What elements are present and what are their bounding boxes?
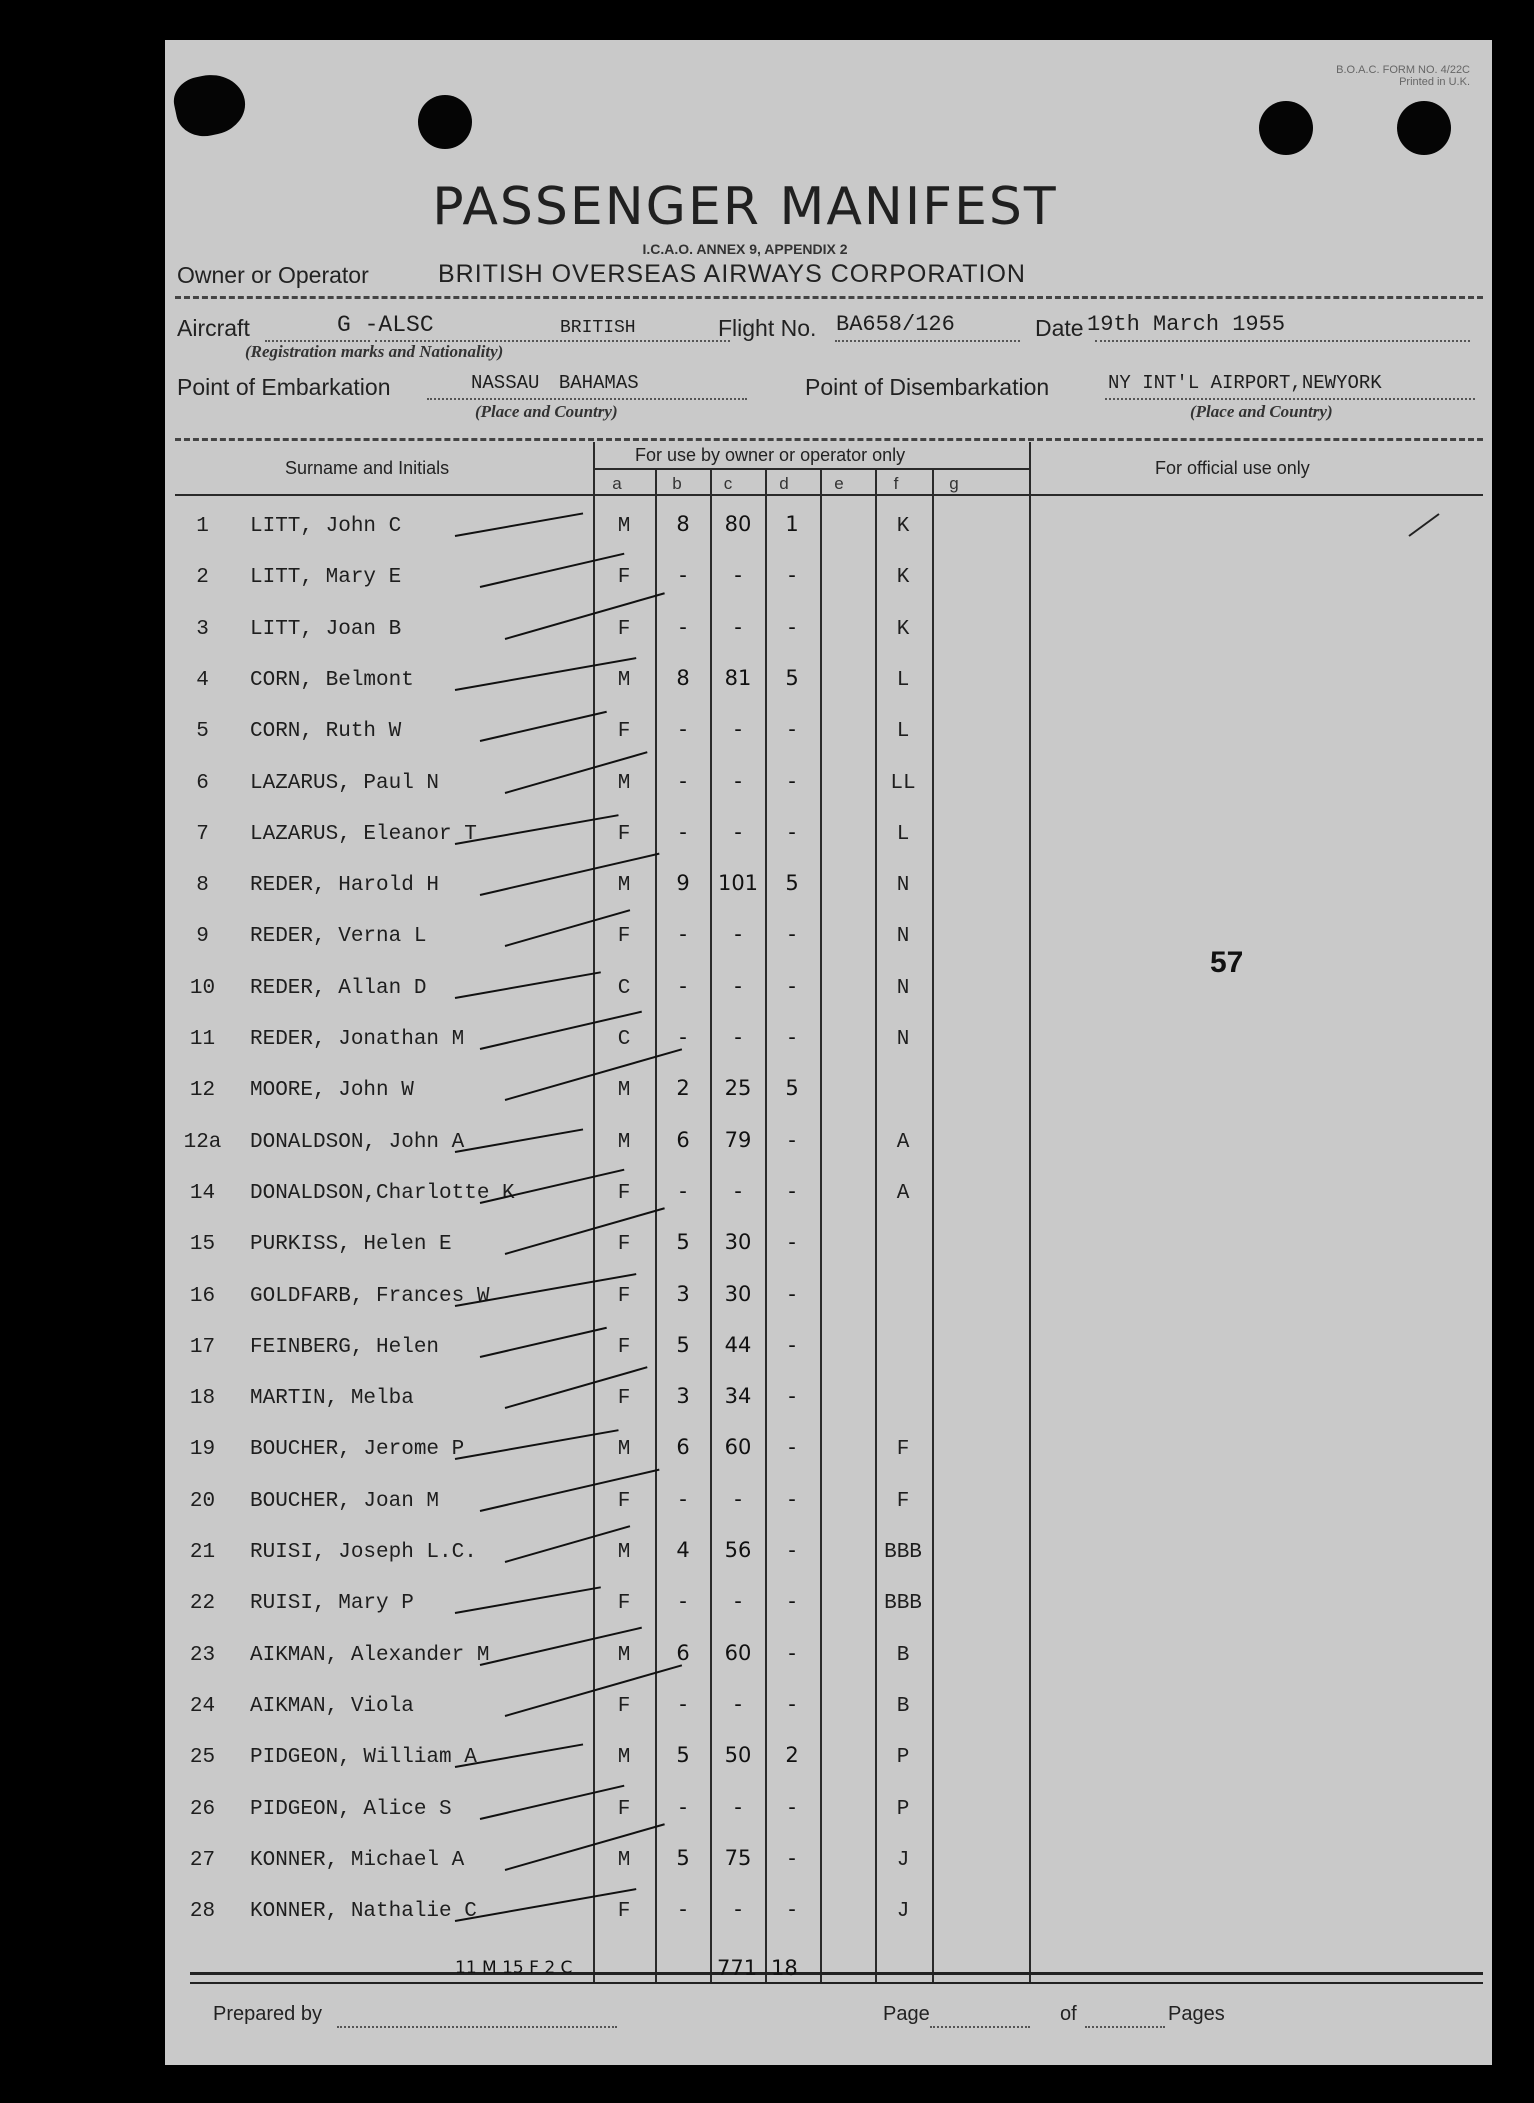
cell-a: M <box>617 1541 631 1564</box>
cell-a: C <box>617 1028 631 1051</box>
cell-c: 56 <box>724 1538 752 1562</box>
cell-b: 5 <box>676 1332 690 1357</box>
page-subtitle: I.C.A.O. ANNEX 9, APPENDIX 2 <box>642 241 848 257</box>
row-number: 22 <box>189 1592 216 1616</box>
cell-a: M <box>617 1643 631 1667</box>
cell-c: - <box>734 922 742 947</box>
table-row <box>165 1486 1492 1541</box>
row-number: 12 <box>189 1079 216 1103</box>
cell-f: K <box>896 515 910 538</box>
cell-c: - <box>734 819 742 844</box>
cell-b: 4 <box>676 1538 690 1562</box>
cell-f: A <box>896 1130 910 1154</box>
passenger-name: DONALDSON,Charlotte K <box>250 1181 515 1205</box>
manifest-sheet <box>165 40 1492 2065</box>
cell-f: L <box>896 822 910 846</box>
row-number: 10 <box>189 976 216 1000</box>
cell-b: - <box>679 922 687 947</box>
cell-d: - <box>788 1589 796 1614</box>
embarkation-label: Point of Embarkation <box>177 374 391 400</box>
passenger-name: MOORE, John W <box>250 1079 414 1103</box>
cell-c: 79 <box>724 1127 752 1152</box>
cell-f: P <box>896 1746 910 1770</box>
table-row <box>165 1384 1492 1438</box>
row-number: 4 <box>196 668 209 692</box>
official-tick-mark <box>1405 510 1445 540</box>
table-row <box>165 1230 1492 1284</box>
cell-f: J <box>896 1900 910 1924</box>
table-row <box>165 1538 1492 1592</box>
table-row <box>165 1435 1492 1489</box>
cell-b: 5 <box>676 1743 690 1768</box>
cell-f: L <box>896 668 910 692</box>
cell-d: 5 <box>785 1076 799 1101</box>
row-number: 24 <box>189 1694 216 1718</box>
cell-a: F <box>617 720 631 744</box>
cell-b: - <box>679 973 687 998</box>
prepared-by-label: Prepared by <box>213 2003 322 2025</box>
cell-c: 30 <box>724 1281 752 1306</box>
passenger-name: FEINBERG, Helen <box>250 1335 440 1359</box>
aircraft-caption: (Registration marks and Nationality) <box>245 342 504 361</box>
cell-b: - <box>679 1897 687 1922</box>
row-number: 1 <box>196 515 209 538</box>
date-value: 19th March 1955 <box>1087 312 1286 337</box>
table-row <box>165 819 1492 874</box>
embarkation-caption: (Place and Country) <box>475 402 618 421</box>
row-number: 20 <box>189 1489 216 1513</box>
row-number: 27 <box>189 1848 216 1872</box>
printed-in: Printed in U.K. <box>1399 76 1470 89</box>
table-row <box>165 1640 1492 1695</box>
page-label: Page <box>883 2003 930 2025</box>
cell-c: 75 <box>724 1845 752 1870</box>
cell-c: - <box>734 1178 742 1203</box>
official-use-header: For official use only <box>1155 458 1310 478</box>
column-letter-c: c <box>723 474 733 493</box>
cell-d: - <box>788 1127 796 1152</box>
table-row <box>165 665 1492 720</box>
cell-f: F <box>896 1438 910 1462</box>
pages-label: Pages <box>1168 2003 1225 2025</box>
aircraft-registration: G -ALSC <box>337 312 434 338</box>
of-label: of <box>1060 2003 1077 2025</box>
cell-f: B <box>896 1643 910 1667</box>
cell-b: - <box>679 1794 687 1819</box>
cell-a: F <box>617 1233 631 1257</box>
cell-d: 5 <box>785 665 799 690</box>
cell-a: C <box>617 976 631 1000</box>
aircraft-label: Aircraft <box>177 315 250 341</box>
cell-f: LL <box>890 771 916 795</box>
column-letter-d: d <box>779 474 789 493</box>
cell-d: - <box>788 563 796 588</box>
cell-d: - <box>788 1897 796 1922</box>
fill-line <box>1105 398 1475 400</box>
cell-f: N <box>896 874 910 898</box>
cell-a: F <box>617 1335 631 1359</box>
official-number: 57 <box>1210 946 1244 979</box>
fill-line <box>930 2026 1030 2028</box>
row-number: 21 <box>189 1541 216 1564</box>
row-number: 28 <box>189 1900 216 1924</box>
cell-d: - <box>788 1281 796 1306</box>
cell-d: - <box>788 1332 796 1357</box>
table-row <box>165 1743 1492 1797</box>
row-number: 8 <box>196 874 209 898</box>
cell-c: - <box>734 563 742 588</box>
passenger-name: LAZARUS, Paul N <box>250 771 440 795</box>
column-letter-e: e <box>834 474 844 493</box>
cell-d: 2 <box>785 1743 799 1768</box>
cell-d: - <box>788 1230 796 1255</box>
cell-a: F <box>617 822 631 846</box>
cell-a: F <box>617 617 631 641</box>
row-number: 14 <box>189 1181 216 1205</box>
table-row <box>165 1845 1492 1900</box>
passenger-name: BOUCHER, Joan M <box>250 1489 440 1513</box>
fill-line <box>835 340 1020 342</box>
header-divider <box>593 468 1029 470</box>
passenger-name: PIDGEON, William A <box>250 1746 477 1770</box>
cell-d: - <box>788 1794 796 1819</box>
passenger-name: REDER, Allan D <box>250 976 427 1000</box>
cell-f: N <box>896 1028 910 1051</box>
cell-b: 6 <box>676 1640 690 1665</box>
cell-c: - <box>734 1486 742 1511</box>
table-row <box>165 512 1492 566</box>
surname-header: Surname and Initials <box>285 458 450 478</box>
table-row <box>165 871 1492 925</box>
passenger-name: DONALDSON, John A <box>250 1130 465 1154</box>
table-row <box>165 1589 1492 1643</box>
cell-f: J <box>896 1848 910 1872</box>
cell-a: M <box>617 515 631 538</box>
cell-a: M <box>617 1079 631 1103</box>
table-row <box>165 1076 1492 1130</box>
cell-b: - <box>679 1589 687 1614</box>
row-number: 18 <box>189 1387 216 1411</box>
passenger-name: LITT, Mary E <box>250 566 402 590</box>
cell-a: F <box>617 566 631 590</box>
cell-a: M <box>617 874 631 898</box>
cell-c: 30 <box>724 1230 752 1255</box>
cell-c: - <box>734 1897 742 1922</box>
passenger-name: AIKMAN, Alexander M <box>250 1643 490 1667</box>
row-number: 3 <box>196 617 209 641</box>
embarkation-value: NASSAU BAHAMAS <box>471 372 639 394</box>
cell-b: - <box>679 768 687 793</box>
form-number: B.O.A.C. FORM NO. 4/22C <box>1336 64 1470 76</box>
cell-f: F <box>896 1489 910 1513</box>
cell-d: - <box>788 973 796 998</box>
cell-d: - <box>788 1538 796 1562</box>
cell-d: - <box>788 1640 796 1665</box>
cell-d: - <box>788 1384 796 1409</box>
cell-d: - <box>788 1845 796 1870</box>
punch-hole-torn <box>170 68 251 141</box>
disembarkation-value: NY INT'L AIRPORT,NEWYORK <box>1108 372 1382 394</box>
table-row <box>165 1281 1492 1336</box>
rule <box>175 438 1483 441</box>
owner-use-header: For use by owner or operator only <box>635 445 906 465</box>
pen-check-stroke <box>455 512 583 537</box>
column-letter-f: f <box>893 474 899 493</box>
cell-c: - <box>734 1589 742 1614</box>
cell-b: 3 <box>676 1384 690 1409</box>
row-number: 17 <box>189 1335 216 1359</box>
cell-b: 3 <box>676 1281 690 1306</box>
passenger-name: CORN, Ruth W <box>250 720 402 744</box>
column-letter-a: a <box>612 474 622 493</box>
cell-a: M <box>617 1130 631 1154</box>
cell-d: 1 <box>785 512 799 536</box>
table-row <box>165 1025 1492 1079</box>
disembarkation-caption: (Place and Country) <box>1190 402 1333 421</box>
passenger-name: PURKISS, Helen E <box>250 1233 452 1257</box>
form-number-block <box>1336 64 1470 88</box>
cell-c: - <box>734 717 742 742</box>
table-row <box>165 614 1492 669</box>
totals-column-c: 771 <box>717 1956 758 1980</box>
cell-c: 25 <box>724 1076 752 1101</box>
passenger-name: KONNER, Nathalie C <box>250 1900 477 1924</box>
punch-hole <box>1259 101 1313 155</box>
cell-b: - <box>679 717 687 742</box>
totals-passengers: 11 M 15 F 2 C <box>455 1958 573 1978</box>
cell-d: - <box>788 614 796 639</box>
cell-a: F <box>617 1900 631 1924</box>
cell-b: - <box>679 1691 687 1716</box>
row-number: 26 <box>189 1797 216 1821</box>
table-row <box>165 1794 1492 1849</box>
cell-b: 5 <box>676 1230 690 1255</box>
passenger-name: LAZARUS, Eleanor T <box>250 822 477 846</box>
cell-d: - <box>788 1178 796 1203</box>
table-row <box>165 563 1492 617</box>
cell-b: 6 <box>676 1435 690 1460</box>
cell-c: - <box>734 973 742 998</box>
cell-b: 2 <box>676 1076 690 1101</box>
passenger-name: GOLDFARB, Frances W <box>250 1284 490 1308</box>
row-number: 11 <box>189 1028 216 1051</box>
table-row <box>165 1897 1492 1951</box>
cell-c: 80 <box>724 512 752 536</box>
row-number: 19 <box>189 1438 216 1462</box>
cell-f: P <box>896 1797 910 1821</box>
flight-number-label: Flight No. <box>718 315 817 341</box>
punch-hole <box>1397 101 1451 155</box>
cell-d: 5 <box>785 871 799 896</box>
totals-column-d: 18 <box>771 1956 798 1980</box>
row-number: 23 <box>189 1643 216 1667</box>
cell-a: F <box>617 1284 631 1308</box>
cell-c: 81 <box>724 665 752 690</box>
table-row <box>165 1178 1492 1233</box>
row-number: 5 <box>196 720 209 744</box>
cell-c: 60 <box>724 1640 752 1665</box>
aircraft-nationality: BRITISH <box>560 318 636 338</box>
cell-c: - <box>734 614 742 639</box>
cell-d: - <box>788 1025 796 1049</box>
cell-b: 8 <box>676 665 690 690</box>
cell-d: - <box>788 717 796 742</box>
rule <box>175 296 1483 299</box>
cell-f: N <box>896 976 910 1000</box>
column-letter-b: b <box>672 474 682 493</box>
cell-a: M <box>617 1848 631 1872</box>
table-row <box>165 768 1492 823</box>
cell-c: - <box>734 1691 742 1716</box>
fill-line <box>1095 340 1470 342</box>
cell-a: M <box>617 771 631 795</box>
cell-a: F <box>617 925 631 949</box>
cell-b: - <box>679 614 687 639</box>
table-row <box>165 1127 1492 1182</box>
cell-c: - <box>734 1025 742 1049</box>
cell-f: N <box>896 925 910 949</box>
cell-c: 60 <box>724 1435 752 1460</box>
passenger-name: MARTIN, Melba <box>250 1387 414 1411</box>
cell-f: K <box>896 566 910 590</box>
row-number: 7 <box>196 822 209 846</box>
cell-a: F <box>617 1489 631 1513</box>
passenger-name: LITT, Joan B <box>250 617 402 641</box>
cell-d: - <box>788 768 796 793</box>
row-number: 16 <box>189 1284 216 1308</box>
cell-b: 5 <box>676 1845 690 1870</box>
cell-f: BBB <box>884 1592 922 1616</box>
cell-d: - <box>788 922 796 947</box>
date-label: Date <box>1035 315 1084 341</box>
owner-value: BRITISH OVERSEAS AIRWAYS CORPORATION <box>438 260 1026 288</box>
cell-f: BBB <box>884 1541 922 1564</box>
row-number: 15 <box>189 1233 216 1257</box>
cell-a: F <box>617 1181 631 1205</box>
cell-a: F <box>617 1797 631 1821</box>
cell-c: 34 <box>724 1384 752 1409</box>
punch-hole <box>418 95 472 149</box>
totals-rule <box>190 1972 1483 1975</box>
fill-line <box>427 398 747 400</box>
cell-c: 50 <box>724 1743 752 1768</box>
cell-b: 8 <box>676 512 690 536</box>
cell-a: F <box>617 1694 631 1718</box>
passenger-name: LITT, John C <box>250 515 402 538</box>
cell-a: F <box>617 1387 631 1411</box>
fill-line <box>1085 2026 1165 2028</box>
pen-check-stroke <box>455 1128 583 1153</box>
page-title: PASSENGER MANIFEST <box>432 177 1058 237</box>
cell-b: - <box>679 1486 687 1511</box>
cell-b: - <box>679 563 687 588</box>
cell-a: M <box>617 1746 631 1770</box>
table-row <box>165 973 1492 1028</box>
header-bottom-rule <box>175 494 1483 496</box>
passenger-name: REDER, Jonathan M <box>250 1028 465 1051</box>
row-number: 12a <box>183 1130 222 1154</box>
row-number: 25 <box>189 1746 216 1770</box>
passenger-name: REDER, Verna L <box>250 925 427 949</box>
passenger-name: RUISI, Joseph L.C. <box>250 1541 477 1564</box>
cell-a: M <box>617 1438 631 1462</box>
cell-f: A <box>896 1181 910 1205</box>
passenger-name: CORN, Belmont <box>250 668 414 692</box>
owner-label: Owner or Operator <box>177 262 369 288</box>
passenger-name: RUISI, Mary P <box>250 1592 414 1616</box>
column-letter-g: g <box>949 474 959 493</box>
disembarkation-label: Point of Disembarkation <box>805 374 1050 400</box>
passenger-name: KONNER, Michael A <box>250 1848 465 1872</box>
totals-bottom-rule <box>190 1982 1483 1984</box>
passenger-name: REDER, Harold H <box>250 874 440 898</box>
cell-f: L <box>896 720 910 744</box>
flight-number-value: BA658/126 <box>836 312 955 337</box>
cell-c: - <box>734 768 742 793</box>
passenger-name: PIDGEON, Alice S <box>250 1797 452 1821</box>
cell-d: - <box>788 1691 796 1716</box>
cell-b: - <box>679 1178 687 1203</box>
cell-c: 44 <box>724 1332 752 1357</box>
passenger-name: BOUCHER, Jerome P <box>250 1438 465 1462</box>
cell-b: 9 <box>676 871 690 896</box>
cell-f: B <box>896 1694 910 1718</box>
cell-f: K <box>896 617 910 641</box>
table-row <box>165 1691 1492 1746</box>
table-row <box>165 717 1492 771</box>
cell-b: - <box>679 819 687 844</box>
row-number: 2 <box>196 566 209 590</box>
cell-a: F <box>617 1592 631 1616</box>
cell-d: - <box>788 1486 796 1511</box>
cell-c: - <box>734 1794 742 1819</box>
cell-b: 6 <box>676 1127 690 1152</box>
cell-b: - <box>679 1025 687 1049</box>
row-number: 6 <box>196 771 209 795</box>
table-row <box>165 922 1492 976</box>
table-row <box>165 1332 1492 1387</box>
cell-d: - <box>788 819 796 844</box>
row-number: 9 <box>196 925 209 949</box>
cell-a: M <box>617 668 631 692</box>
passenger-name: AIKMAN, Viola <box>250 1694 414 1718</box>
cell-d: - <box>788 1435 796 1460</box>
fill-line <box>337 2026 617 2028</box>
cell-c: 101 <box>717 871 759 896</box>
